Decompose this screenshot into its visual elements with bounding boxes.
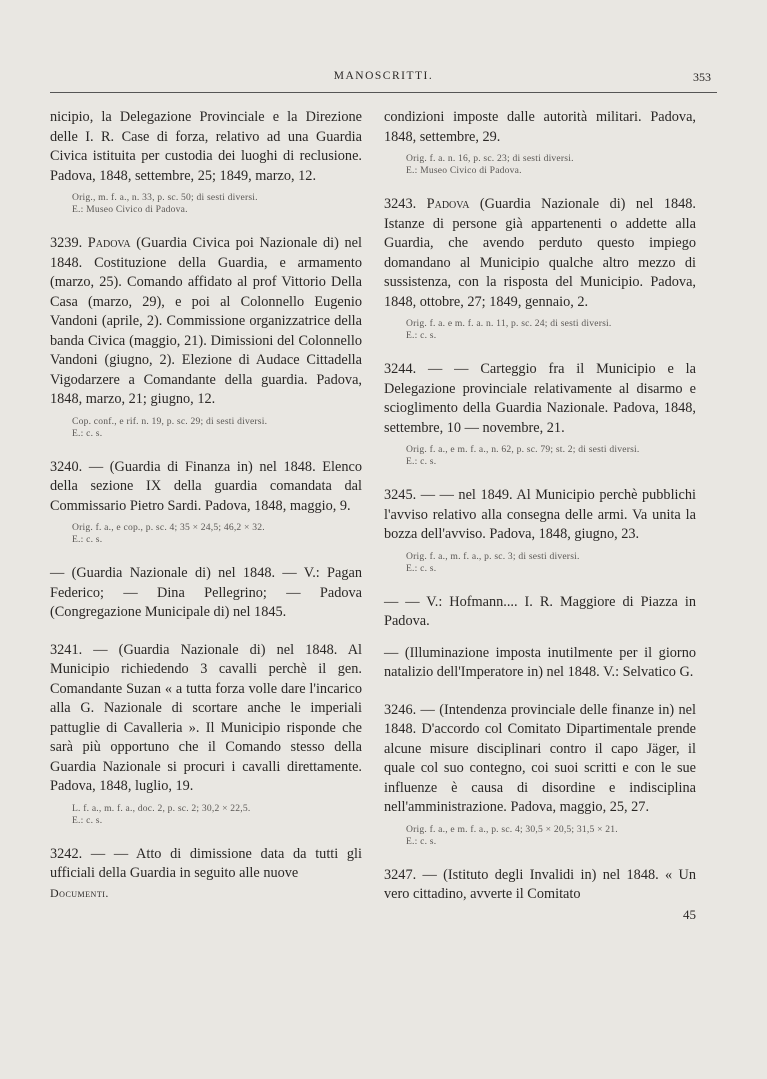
entry-note: Orig. f. a. e m. f. a. n. 11, p. sc. 24; di sesti diversi. E.: c. s. (406, 318, 612, 341)
left-column (50, 108, 362, 903)
entry-3247: 3247. — (Istituto degli Invalidi in) nel 1848. « Un vero cittadino, avverte il Comitato (384, 866, 696, 902)
page-title: MANOSCRITTI. (333, 70, 434, 82)
entry-3243: 3243. Padova (Guardia Nazionale di) nel 1848. Istanze di persone già appartenenti o addette alla Guardia, che avendo perduto questo impiego domandano al Municipio qualche altro mezzo di sussistenza, con la risposta del Municipio. Padova, 1848, ottobre, 27; 1849, gennaio, 2. (384, 196, 697, 310)
running-head (50, 70, 717, 90)
entry-note: Cop. conf., e rif. n. 19, p. sc. 29; di sesti diversi. E.: c. s. (72, 415, 268, 439)
entry-3244: 3244. — — Carteggio fra il Municipio e la Delegazione provinciale relativamente al disarmo e scioglimento della Guardia Nazionale. Padova, 1848, settembre, 10 — novembre, 21. (384, 361, 696, 436)
entry-note: Orig. f. a., e cop., p. sc. 4; 35 × 24,5; 46,2 × 32. E.: c. s. (72, 522, 265, 545)
entry-3240: 3240. — (Guardia di Finanza in) nel 1848. Elenco della sezione IX della guardia comandata dal Commissario Pietro Sardi. Padova, 1848, maggio, 9. (50, 458, 362, 514)
entry-note: Orig. f. a. n. 16, p. sc. 23; di sesti diversi. E.: Museo Civico di Padova. (406, 153, 574, 176)
entry-3245: 3245. — — nel 1849. Al Municipio perchè pubblichi l'avviso relativo alla consegna delle armi. Va unita la bozza dell'avviso. Padova, 1848, giugno, 23. (384, 487, 696, 542)
entry-cross-reference: — (Illuminazione imposta inutilmente per il giorno natalizio dell'Imperatore in) nel 1848. V.: Selvatico G. (384, 644, 696, 680)
signature-number: 45 (683, 906, 696, 922)
entry-note: Orig. f. a., e m. f. a., p. sc. 4; 30,5 × 20,5; 31,5 × 21. E.: c. s. (406, 823, 618, 847)
signature-mark: Documenti. (50, 885, 109, 900)
entry-3239: 3239. Padova (Guardia Civica poi Nazionale di) nel 1848. Costituzione della Guardia, e armamento (marzo, 25). Comando affidato al prof Vittorio Della Casa (marzo, 29), e poi al Colonnello Eugenio Vandoni (aprile, 2). Commissione organizzatrice della banda Civica (maggio, 21). Dimissioni del Colonnello Vandoni (giugno, 2). Elezione di Audace Cittadella Vigodarzere a Comandante della guardia. Padova, 1848, marzo, 21; giugno, 12. (50, 235, 362, 407)
entry-continued: condizioni imposte dalle autorità militari. Padova, 1848, settembre, 29. (384, 109, 696, 145)
entry-note: Orig. f. a., e m. f. a., n. 62, p. sc. 79; st. 2; di sesti diversi. E.: c. s. (406, 444, 640, 467)
entry-cross-reference: — (Guardia Nazionale di) nel 1848. — V.: Pagan Federico; — Dina Pellegrino; — Padova (Congregazione Municipale di) nel 1845. (50, 565, 362, 620)
entry-3246: 3246. — (Intendenza provinciale delle finanze in) nel 1848. D'accordo col Comitato Dipartimentale prende alcune misure disciplinari contro il capo Jäger, il quale col suo contegno, coi suoi scritti e con le sue influenze è causa di disordine e indisciplina nell'amministrazione. Padova, maggio, 25, 27. (384, 701, 696, 815)
page-number: 353 (693, 70, 711, 84)
entry-note: Orig. f. a., m. f. a., p. sc. 3; di sesti diversi. E.: c. s. (406, 550, 580, 574)
entry-3241: 3241. — (Guardia Nazionale di) nel 1848. Al Municipio richiedendo 3 cavalli perchè il gen. Comandante Suzan « a tutta forza volle dare l'incarico alla G. Nazionale di scortare anche le imperiali pattuglie di Cavalleria ». Il Municipio risponde che sarà più opportuno che il Comando stesso della Guardia Nazionale si procuri i cavalli direttamente. Padova, 1848, luglio, 19. (50, 641, 362, 794)
header-rule (50, 92, 717, 93)
entry-note: L. f. a., m. f. a., doc. 2, p. sc. 2; 30,2 × 22,5. E.: c. s. (72, 802, 251, 826)
right-column (384, 108, 696, 924)
entry-continued: nicipio, la Delegazione Provinciale e la Direzione delle I. R. Case di forza, relativo ad una Guardia Civica istituita per custodia dei luoghi di reclusione. Padova, 1848, settembre, 25; 1849, marzo, 12. (50, 109, 362, 184)
entry-3242: 3242. — — Atto di dimissione data da tutti gli ufficiali della Guardia in seguito alle nuove (50, 845, 363, 881)
entry-cross-reference: — — V.: Hofmann.... I. R. Maggiore di Piazza in Padova. (384, 593, 696, 629)
entry-note: Orig., m. f. a., n. 33, p. sc. 50; di sesti diversi. E.: Museo Civico di Padova. (72, 192, 258, 215)
page-footer (50, 884, 362, 904)
